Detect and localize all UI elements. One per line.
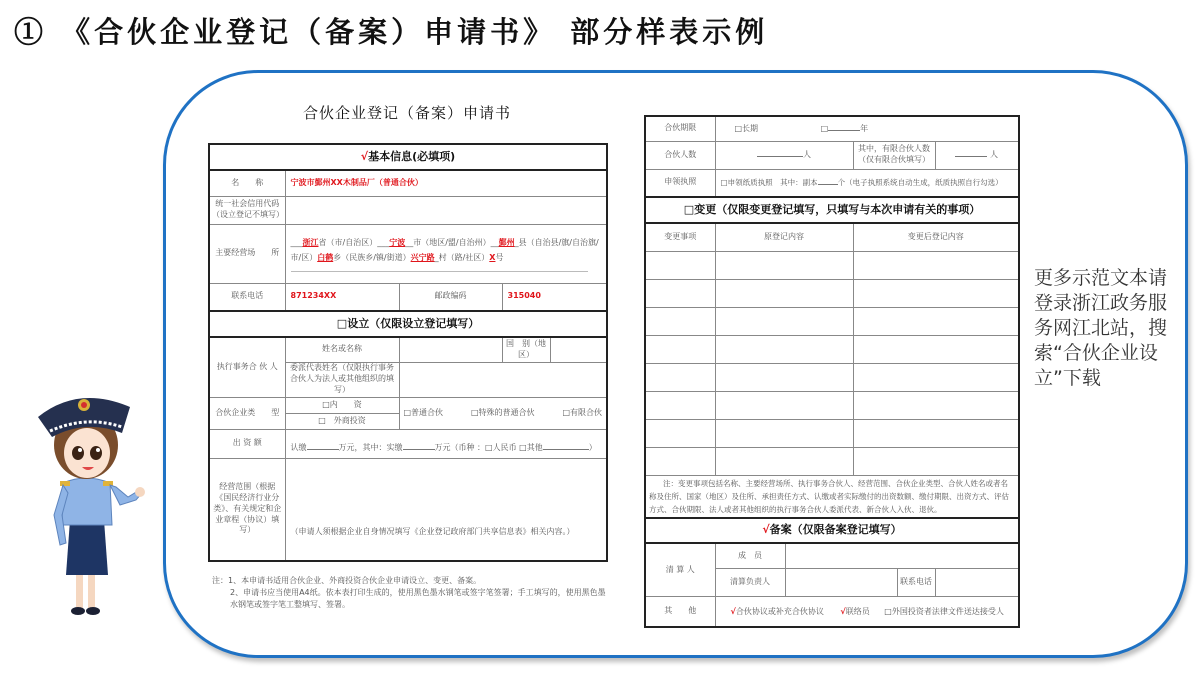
- capital-close: ）: [588, 442, 597, 452]
- address-province-suffix: 省（市/自治区）: [318, 237, 378, 247]
- liquidator-head-value: [785, 569, 897, 597]
- limited-partnership-option[interactable]: □有限合伙: [562, 407, 602, 417]
- change-item-cell[interactable]: [645, 251, 715, 279]
- credit-code-value: [285, 196, 607, 224]
- change-row: [645, 419, 1019, 447]
- license-paper-option[interactable]: □申领纸质执照 其中：副本: [720, 178, 818, 188]
- filing-section-header: [645, 518, 1019, 543]
- general-partnership-option[interactable]: □普通合伙: [403, 407, 444, 417]
- other-options: [715, 597, 1019, 627]
- change-item-cell[interactable]: [645, 307, 715, 335]
- original-content-cell[interactable]: [715, 251, 853, 279]
- partnership-agreement-option[interactable]: [731, 607, 824, 616]
- capital-paid-label: 万元，其中：实缴: [338, 442, 403, 452]
- credit-code-label: 统一社会信用代码（设立登记不填写）: [209, 196, 285, 224]
- mascot-eye-right: [90, 446, 102, 460]
- country-label: 国 别（地 区）: [502, 337, 550, 362]
- change-section-header: □变更（仅限变更登记填写，只填写与本次申请有关的事项）: [645, 197, 1019, 223]
- new-content-header: 变更后登记内容: [853, 223, 1019, 251]
- original-content-cell[interactable]: [715, 335, 853, 363]
- phone-value: 871234XX: [285, 283, 399, 311]
- change-row: [645, 307, 1019, 335]
- address-label: 主要经营场 所: [209, 224, 285, 283]
- address-number: X: [489, 253, 496, 262]
- partners-label: 合伙人数: [645, 141, 715, 169]
- liaison-label: 联络员: [845, 607, 870, 617]
- mascot-skirt: [66, 520, 108, 575]
- country-value: [550, 337, 607, 362]
- scope-value: （申请人须根据企业自身情况填写《企业登记政府部门共享信息表》相关内容。）: [285, 458, 607, 561]
- domestic-option[interactable]: □内 资: [285, 397, 399, 413]
- change-item-cell[interactable]: [645, 391, 715, 419]
- note-1: 注：1、本申请书适用合伙企业、外商投资合伙企业申请设立、变更、备案。: [212, 576, 482, 585]
- term-label: 合伙期限: [645, 116, 715, 141]
- address-village-suffix: 村（路/社区）: [438, 253, 490, 262]
- other-label: 其 他: [645, 597, 715, 627]
- original-content-cell[interactable]: [715, 419, 853, 447]
- mascot-hand: [135, 487, 145, 497]
- partners-value: [715, 141, 853, 169]
- address-village: 兴宁路: [410, 253, 435, 262]
- license-value: [715, 169, 1019, 197]
- original-content-cell[interactable]: [715, 307, 853, 335]
- address-county: 鄞州: [498, 237, 515, 247]
- basic-info-section-header: [209, 144, 607, 170]
- address-province: 浙江: [302, 237, 319, 247]
- new-content-cell[interactable]: [853, 391, 1019, 419]
- left-form-table: [208, 143, 608, 562]
- change-item-cell[interactable]: [645, 279, 715, 307]
- liquidator-phone-label: 联系电话: [897, 569, 935, 597]
- original-content-header: 原登记内容: [715, 223, 853, 251]
- partnership-agreement-label: 合伙协议或补充合伙协议: [735, 607, 824, 617]
- members-value: [785, 543, 1019, 569]
- mascot-illustration: [18, 375, 148, 620]
- capital-label: 出 资 额: [209, 429, 285, 458]
- address-town-suffix: 乡（民族乡/镇/街道）: [333, 253, 411, 262]
- new-content-cell[interactable]: [853, 363, 1019, 391]
- checkmark-icon: √: [762, 522, 770, 536]
- term-year-suffix: 年: [860, 123, 869, 133]
- original-content-cell[interactable]: [715, 279, 853, 307]
- right-form-table: [644, 115, 1020, 628]
- members-label: 成 员: [715, 543, 785, 569]
- change-item-cell[interactable]: [645, 419, 715, 447]
- license-note: 个（电子执照系统自动生成，纸质执照自行勾选）: [837, 178, 1003, 188]
- limited-partners-value: [935, 141, 1019, 169]
- note-2: 2、申请书应当使用A4纸。依本表打印生成的，使用黑色墨水钢笔或签字笔签署；手工填写的，使用黑色墨水钢笔或签字笔工整填写、签署。: [230, 588, 606, 609]
- license-label: 申领执照: [645, 169, 715, 197]
- liquidator-label: 清 算 人: [645, 543, 715, 597]
- change-note: 注：变更事项包括名称、主要经营场所、执行事务合伙人、经营范围、合伙企业类型、合伙人姓名或者名称及住所、国家（地区）及住所、承担责任方式、认缴或者实际缴付的出资数额、缴付期限、出资方式、评估方式、合伙期限、法人或者其他组织的执行事务合伙人委派代表、新合伙人入伙、退伙。: [645, 475, 1019, 518]
- checkmark-icon: √: [360, 149, 369, 163]
- capital-value: [285, 429, 607, 458]
- filing-section-title: 备案（仅限备案登记填写）: [769, 522, 902, 536]
- checkmark-icon: √: [730, 607, 736, 617]
- mascot-face: [64, 428, 110, 478]
- delegate-label: 委派代表姓名（仅限执行事务合伙人为法人或其他组织的填写）: [285, 362, 399, 397]
- capital-currency-label: 万元（币种 ：□人民币 □其他: [434, 442, 543, 452]
- limited-partners-unit: 人: [990, 150, 999, 160]
- liquidator-phone-value: [935, 569, 1019, 597]
- new-content-cell[interactable]: [853, 447, 1019, 475]
- term-year-option[interactable]: □: [820, 123, 829, 133]
- original-content-cell[interactable]: [715, 391, 853, 419]
- change-row: [645, 279, 1019, 307]
- address-town: 白鹤: [317, 253, 334, 262]
- mascot-epaulette-left: [60, 481, 70, 486]
- original-content-cell[interactable]: [715, 363, 853, 391]
- new-content-cell[interactable]: [853, 307, 1019, 335]
- change-row: [645, 251, 1019, 279]
- postcode-value: 315040: [502, 283, 607, 311]
- checkmark-icon: √: [840, 607, 846, 617]
- basic-info-section-title: 基本信息(必填项): [368, 149, 456, 163]
- establish-section-header: □设立（仅限设立登记填写）: [209, 311, 607, 337]
- change-item-cell[interactable]: [645, 335, 715, 363]
- special-general-partnership-option[interactable]: □特殊的普通合伙: [470, 407, 535, 417]
- mascot-legs: [71, 570, 100, 615]
- change-row: [645, 335, 1019, 363]
- name-or-title-value: [399, 337, 502, 362]
- foreign-investor-option[interactable]: □外国投资者法律文件送达接受人: [884, 607, 1004, 617]
- phone-label: 联系电话: [209, 283, 285, 311]
- new-content-cell[interactable]: [853, 419, 1019, 447]
- liquidator-head-label: 清算负责人: [715, 569, 785, 597]
- mascot-eye-left: [72, 446, 84, 460]
- address-number-suffix: 号: [495, 253, 504, 262]
- address-county-suffix: 县（自治县/旗/自治旗/市/区）: [290, 237, 599, 262]
- foreign-option[interactable]: □ 外商投资: [285, 413, 399, 429]
- new-content-cell[interactable]: [853, 251, 1019, 279]
- name-label: 名 称: [209, 170, 285, 196]
- term-long-option[interactable]: □长期: [734, 123, 759, 133]
- change-item-cell[interactable]: [645, 447, 715, 475]
- address-value: ___浙江省（市/自治区）___宁波__市（地区/盟/自治州）__鄞州_县（自治县/旗/自治旗/市/区）白鹤乡（民族乡/镇/街道）兴宁路_村（路/社区）X号: [285, 224, 607, 283]
- change-item-cell[interactable]: [645, 363, 715, 391]
- name-or-title-label: 姓名或名称: [285, 337, 399, 362]
- slide-title: ① 《合伙企业登记（备案）申请书》 部分样表示例: [14, 15, 769, 49]
- new-content-cell[interactable]: [853, 279, 1019, 307]
- delegate-value: [399, 362, 607, 397]
- change-row: [645, 447, 1019, 475]
- partners-unit: 人: [803, 150, 811, 160]
- liaison-option[interactable]: [840, 607, 869, 616]
- address-city-suffix: 市（地区/盟/自治州）: [413, 237, 491, 247]
- new-content-cell[interactable]: [853, 335, 1019, 363]
- executive-partner-label: 执行事务合 伙 人: [209, 337, 285, 397]
- form-title: 合伙企业登记（备案）申请书: [302, 104, 511, 122]
- change-row: [645, 391, 1019, 419]
- postcode-label: 邮政编码: [399, 283, 502, 311]
- change-table-header: [645, 223, 1019, 251]
- address-city: 宁波: [389, 237, 406, 247]
- left-form-notes: [212, 575, 612, 611]
- term-value: [715, 116, 1019, 141]
- change-item-header: 变更事项: [645, 223, 715, 251]
- scope-label: 经营范围（根据《国民经济行业分类》、有关规定和企业章程（协议）填写）: [209, 458, 285, 561]
- partnership-type-options: [399, 397, 607, 429]
- change-row: [645, 363, 1019, 391]
- capital-subscribed-label: 认缴: [290, 442, 307, 452]
- name-value: 宁波市鄞州XX木制品厂（普通合伙）: [285, 170, 607, 196]
- side-note: 更多示范文本请登录浙江政务服务网江北站，搜索“合伙企业设立”下载: [1034, 267, 1168, 389]
- limited-partners-label: 其中，有限合伙人数（仅有限合伙填写）: [853, 141, 935, 169]
- enterprise-type-label: 合伙企业类 型: [209, 397, 285, 429]
- original-content-cell[interactable]: [715, 447, 853, 475]
